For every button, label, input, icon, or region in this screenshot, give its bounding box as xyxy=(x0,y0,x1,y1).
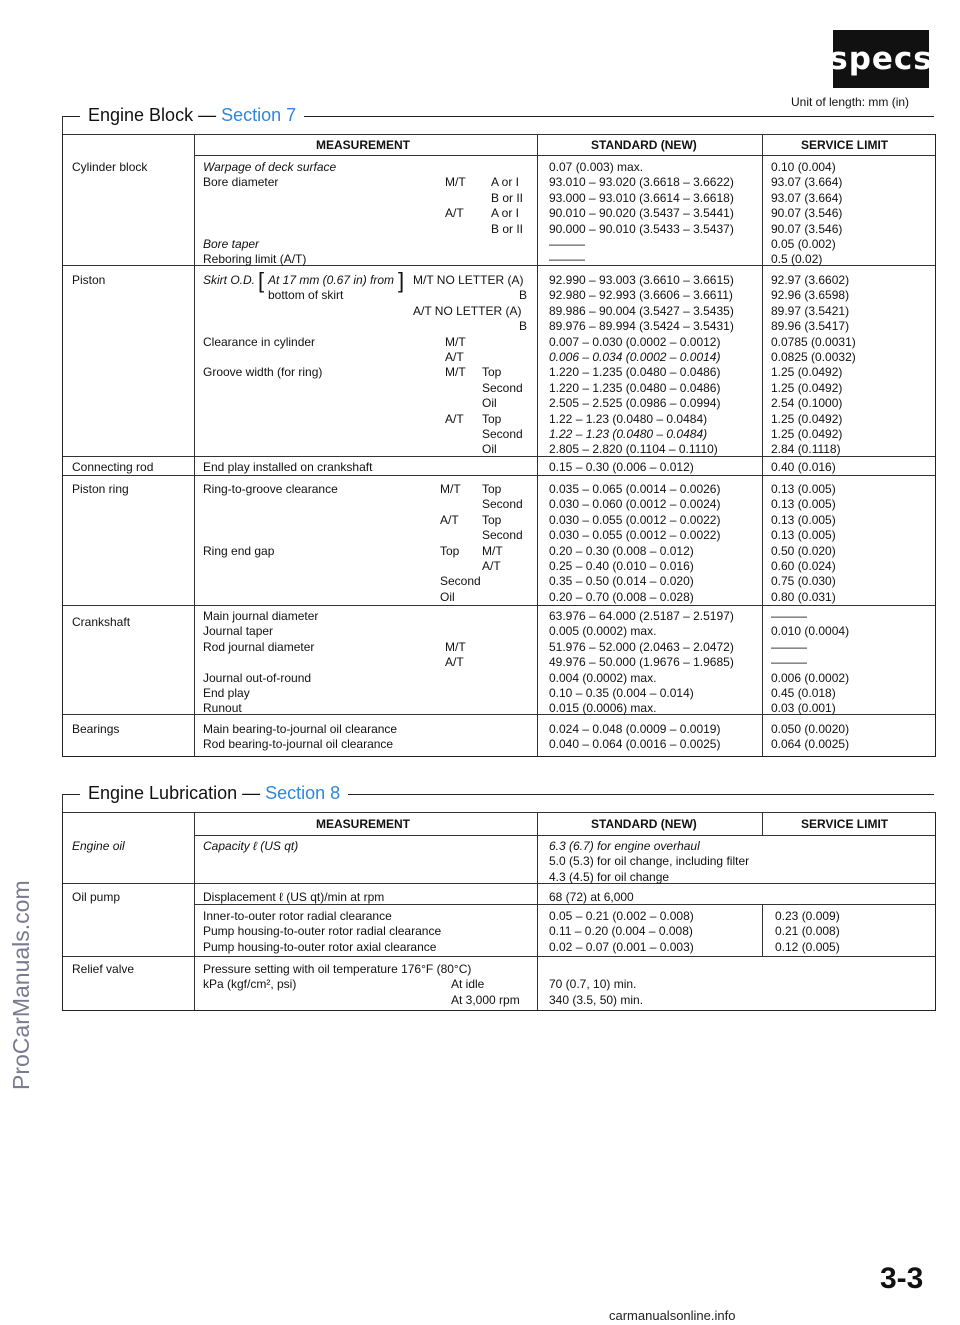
cb-std-1: 93.010 – 93.020 (3.6618 – 3.6622) xyxy=(549,175,734,190)
eo-std-2: 4.3 (4.5) for oil change xyxy=(549,869,670,884)
cb-sub-1: A or I xyxy=(491,175,520,190)
eo-std-1: 5.0 (5.3) for oil change, including filter xyxy=(549,854,750,869)
pi-std-3: 89.976 – 89.994 (3.5424 – 3.5431) xyxy=(549,319,734,334)
eo-std-0: 6.3 (6.7) for engine overhaul xyxy=(549,839,700,853)
section2-left-border-stub xyxy=(62,794,63,812)
s2-row-divider-relief xyxy=(63,956,935,957)
pi-svc-5: 0.0825 (0.0032) xyxy=(771,350,856,364)
pr-std-5: 0.25 – 0.40 (0.010 – 0.016) xyxy=(549,559,694,573)
pr-std-3: 0.030 – 0.055 (0.0012 – 0.0022) xyxy=(549,528,721,543)
pr-std-4: 0.20 – 0.30 (0.008 – 0.012) xyxy=(549,543,694,558)
ck-svc-6: 0.03 (0.001) xyxy=(771,701,836,716)
section1-title xyxy=(80,105,304,126)
cb-svc-3: 90.07 (3.546) xyxy=(771,206,843,221)
pi-svc-11: 2.84 (0.1118) xyxy=(771,442,841,457)
cb-std-2: 93.000 – 93.010 (3.6614 – 3.6618) xyxy=(549,190,734,205)
s2-row-divider-pump xyxy=(63,883,935,884)
pi-mid-1: B xyxy=(519,288,528,303)
rv-meas-0: Pressure setting with oil temperature 176°F (80°C) xyxy=(203,962,472,976)
skirt-bracket-left: [ xyxy=(258,268,265,293)
ck-meas-1: Journal taper xyxy=(203,624,274,639)
ck-meas-5: End play xyxy=(203,686,250,700)
section2-title-text: Engine Lubrication — xyxy=(88,783,266,803)
pi-svc-8: 2.54 (0.1000) xyxy=(771,396,843,411)
pi-std-10: 1.22 – 1.23 (0.0480 – 0.0484) xyxy=(549,427,708,441)
pi-svc-0: 92.97 (3.6602) xyxy=(771,273,850,287)
op-std-0: 0.05 – 0.21 (0.002 – 0.008) xyxy=(549,909,694,923)
ck-mid-2: M/T xyxy=(445,639,466,654)
cb-std-3: 90.010 – 90.020 (3.5437 – 3.5441) xyxy=(549,206,734,221)
pr-sub-1: Second xyxy=(482,497,523,512)
rv-std-1: 340 (3.5, 50) min. xyxy=(549,992,644,1007)
pr-svc-1: 0.13 (0.005) xyxy=(771,497,836,512)
col-divider-1 xyxy=(194,134,195,756)
pi-meas-4: Clearance in cylinder xyxy=(203,334,316,349)
piston-skirt-top: At 17 mm (0.67 in) from xyxy=(268,273,395,287)
pi-std-11: 2.805 – 2.820 (0.1104 – 0.1110) xyxy=(549,442,718,457)
pi-svc-10: 1.25 (0.0492) xyxy=(771,427,843,441)
pr-svc-7: 0.80 (0.031) xyxy=(771,589,836,604)
header-service: SERVICE LIMIT xyxy=(801,138,889,152)
ck-meas-4: Journal out-of-round xyxy=(203,670,312,685)
pr-sub-3: Second xyxy=(482,528,523,543)
s2-header-bottom-rule xyxy=(194,835,935,836)
ck-std-4: 0.004 (0.0002) max. xyxy=(549,670,657,685)
op-meas-1: Pump housing-to-outer rotor radial clearance xyxy=(203,924,442,939)
pr-meas-0: Ring-to-groove clearance xyxy=(203,482,338,496)
pi-svc-3: 89.96 (3.5417) xyxy=(771,319,850,334)
pr-std-2: 0.030 – 0.055 (0.0012 – 0.0022) xyxy=(549,512,721,527)
op-svc-1: 0.21 (0.008) xyxy=(775,924,840,939)
ck-meas-2: Rod journal diameter xyxy=(203,639,315,654)
br-std-0: 0.024 – 0.048 (0.0009 – 0.0019) xyxy=(549,722,721,736)
pr-svc-0: 0.13 (0.005) xyxy=(771,482,836,496)
piston-skirt-bottom: bottom of skirt xyxy=(268,288,344,303)
ck-svc-4: 0.006 (0.0002) xyxy=(771,670,850,685)
pi-std-0: 92.990 – 93.003 (3.6610 – 3.6615) xyxy=(549,273,734,287)
cb-mid-1: M/T xyxy=(445,175,466,190)
section2-link[interactable]: Section 8 xyxy=(265,783,341,803)
pi-std-6: 1.220 – 1.235 (0.0480 – 0.0486) xyxy=(549,365,721,380)
pi-sub-6: Top xyxy=(482,365,502,380)
pr-mid-0: M/T xyxy=(440,482,461,496)
cr-svc-0: 0.40 (0.016) xyxy=(771,460,836,474)
ck-meas-0: Main journal diameter xyxy=(203,609,319,623)
section2-title xyxy=(80,783,348,804)
header-measurement: MEASUREMENT xyxy=(316,138,411,152)
rv-meas-1: kPa (kgf/cm², psi) xyxy=(203,977,297,992)
pi-svc-6: 1.25 (0.0492) xyxy=(771,365,843,380)
cb-sub-2: B or II xyxy=(491,190,524,205)
pi-std-2: 89.986 – 90.004 (3.5427 – 3.5435) xyxy=(549,303,734,318)
page-number: 3-3 xyxy=(880,1262,924,1295)
br-std-1: 0.040 – 0.064 (0.0016 – 0.0025) xyxy=(549,737,721,752)
pi-std-8: 2.505 – 2.525 (0.0986 – 0.0994) xyxy=(549,396,721,411)
pi-mid-6: M/T xyxy=(445,365,466,380)
pi-mid-3: B xyxy=(519,319,528,334)
pi-mid-4: M/T xyxy=(445,334,466,349)
pr-svc-6: 0.75 (0.030) xyxy=(771,574,836,589)
ck-std-6: 0.015 (0.0006) max. xyxy=(549,701,657,716)
op-meas-0: Inner-to-outer rotor radial clearance xyxy=(203,909,392,923)
label-piston-ring: Piston ring xyxy=(72,482,129,496)
specs-badge: specs xyxy=(833,30,929,88)
ck-svc-5: 0.45 (0.018) xyxy=(771,686,836,700)
pi-mid-5: A/T xyxy=(445,350,464,364)
cb-svc-0: 0.10 (0.004) xyxy=(771,160,836,174)
s2-header-measurement: MEASUREMENT xyxy=(316,817,411,831)
cb-std-5: ——— xyxy=(549,237,585,251)
cb-std-4: 90.000 – 90.010 (3.5433 – 3.5437) xyxy=(549,221,734,236)
cb-mid-3: A/T xyxy=(445,206,464,221)
ck-std-1: 0.005 (0.0002) max. xyxy=(549,624,657,639)
s2-col-divider-1 xyxy=(194,812,195,1010)
br-svc-1: 0.064 (0.0025) xyxy=(771,737,850,752)
footer-site[interactable]: carmanualsonline.info xyxy=(609,1308,736,1323)
op-meas-2: Pump housing-to-outer rotor axial clearance xyxy=(203,939,437,954)
pi-svc-1: 92.96 (3.6598) xyxy=(771,288,850,303)
rv-std-0: 70 (0.7, 10) min. xyxy=(549,977,637,992)
label-engine-oil: Engine oil xyxy=(72,839,125,853)
pi-sub-10: Second xyxy=(482,427,523,441)
s2-col-divider-3b xyxy=(762,904,763,956)
s2-col-divider-3a xyxy=(762,812,763,835)
op-svc-2: 0.12 (0.005) xyxy=(775,939,840,954)
cb-meas-6: Reboring limit (A/T) xyxy=(203,252,307,267)
pi-svc-4: 0.0785 (0.0031) xyxy=(771,334,856,349)
eo-meas-0: Capacity ℓ (US qt) xyxy=(203,839,299,853)
s2-header-standard: STANDARD (NEW) xyxy=(591,817,697,831)
pi-mid-2: A/T NO LETTER (A) xyxy=(413,303,522,318)
label-connecting-rod: Connecting rod xyxy=(72,460,154,474)
br-meas-1: Rod bearing-to-journal oil clearance xyxy=(203,737,394,752)
cb-svc-6: 0.5 (0.02) xyxy=(771,252,823,267)
unit-note: Unit of length: mm (in) xyxy=(791,95,910,109)
label-relief-valve: Relief valve xyxy=(72,962,135,976)
watermark: ProCarManuals.com xyxy=(8,880,34,1090)
pr-sub-4: M/T xyxy=(482,543,503,558)
ck-svc-1: 0.010 (0.0004) xyxy=(771,624,850,639)
pr-svc-5: 0.60 (0.024) xyxy=(771,559,836,573)
pi-sub-9: Top xyxy=(482,411,502,426)
cb-meas-1: Bore diameter xyxy=(203,175,279,190)
pi-std-4: 0.007 – 0.030 (0.0002 – 0.0012) xyxy=(549,334,721,349)
ck-std-3: 49.976 – 50.000 (1.9676 – 1.9685) xyxy=(549,655,734,670)
pi-std-9: 1.22 – 1.23 (0.0480 – 0.0484) xyxy=(549,411,708,426)
skirt-bracket-right: ] xyxy=(398,268,405,293)
pr-mid-2: A/T xyxy=(440,512,459,527)
label-bearings: Bearings xyxy=(72,722,120,736)
header-bottom-rule xyxy=(194,155,935,156)
br-svc-0: 0.050 (0.0020) xyxy=(771,722,850,736)
col-divider-2 xyxy=(537,134,538,756)
rv-mid-0: At idle xyxy=(451,977,485,992)
op-displacement: Displacement ℓ (US qt)/min at rpm xyxy=(203,890,385,904)
op-std-1: 0.11 – 0.20 (0.004 – 0.008) xyxy=(549,924,693,939)
pi-mid-0: M/T NO LETTER (A) xyxy=(413,273,524,287)
cb-svc-2: 93.07 (3.664) xyxy=(771,190,843,205)
ck-svc-0: ——— xyxy=(771,609,807,623)
ck-std-5: 0.10 – 0.35 (0.004 – 0.014) xyxy=(549,686,694,700)
ck-svc-2: ——— xyxy=(771,639,807,654)
cr-std-0: 0.15 – 0.30 (0.006 – 0.012) xyxy=(549,460,694,474)
pi-std-5: 0.006 – 0.034 (0.0002 – 0.0014) xyxy=(549,350,721,364)
section1-left-border-stub xyxy=(62,116,63,134)
pi-svc-2: 89.97 (3.5421) xyxy=(771,303,850,318)
label-crankshaft: Crankshaft xyxy=(72,615,131,629)
pr-mid-6: Second xyxy=(440,574,481,589)
cb-svc-4: 90.07 (3.546) xyxy=(771,221,843,236)
op-svc-0: 0.23 (0.009) xyxy=(775,909,840,923)
s2-header-service: SERVICE LIMIT xyxy=(801,817,889,831)
ck-std-2: 51.976 – 52.000 (2.0463 – 2.0472) xyxy=(549,639,734,654)
pi-svc-7: 1.25 (0.0492) xyxy=(771,380,843,395)
rv-mid-1: At 3,000 rpm xyxy=(451,992,520,1007)
pi-sub-7: Second xyxy=(482,380,523,395)
label-cylinder-block: Cylinder block xyxy=(72,160,148,174)
cb-meas-5: Bore taper xyxy=(203,237,260,251)
pi-std-1: 92.980 – 92.993 (3.6606 – 3.6611) xyxy=(549,288,733,303)
cb-sub-3: A or I xyxy=(491,206,520,221)
ck-mid-3: A/T xyxy=(445,655,464,670)
pr-svc-4: 0.50 (0.020) xyxy=(771,543,836,558)
cb-std-0: 0.07 (0.003) max. xyxy=(549,160,644,174)
section1-link[interactable]: Section 7 xyxy=(221,105,297,125)
ck-meas-6: Runout xyxy=(203,701,242,716)
cb-meas-0: Warpage of deck surface xyxy=(203,160,337,174)
col-divider-3 xyxy=(762,134,763,756)
br-meas-0: Main bearing-to-journal oil clearance xyxy=(203,722,398,736)
cb-svc-5: 0.05 (0.002) xyxy=(771,237,836,251)
cb-svc-1: 93.07 (3.664) xyxy=(771,175,843,190)
pi-sub-8: Oil xyxy=(482,396,497,411)
piston-skirt-label: Skirt O.D. xyxy=(203,273,256,287)
ck-std-0: 63.976 – 64.000 (2.5187 – 2.5197) xyxy=(549,609,734,623)
pr-meas-4: Ring end gap xyxy=(203,543,275,558)
pi-meas-6: Groove width (for ring) xyxy=(203,365,323,380)
cr-meas-0: End play installed on crankshaft xyxy=(203,460,373,474)
header-standard: STANDARD (NEW) xyxy=(591,138,697,152)
pr-std-1: 0.030 – 0.060 (0.0012 – 0.0024) xyxy=(549,497,721,512)
pi-sub-11: Oil xyxy=(482,442,497,457)
pr-sub-0: Top xyxy=(482,482,502,496)
op-std-2: 0.02 – 0.07 (0.001 – 0.003) xyxy=(549,939,694,954)
pr-std-0: 0.035 – 0.065 (0.0014 – 0.0026) xyxy=(549,482,721,496)
pi-mid-9: A/T xyxy=(445,411,464,426)
cb-sub-4: B or II xyxy=(491,221,524,236)
pr-mid-4: Top xyxy=(440,543,460,558)
pr-sub-2: Top xyxy=(482,512,502,527)
label-piston: Piston xyxy=(72,273,106,287)
cb-std-6: ——— xyxy=(549,252,585,267)
pr-sub-5: A/T xyxy=(482,559,501,573)
pr-std-7: 0.20 – 0.70 (0.008 – 0.028) xyxy=(549,589,694,604)
pr-mid-7: Oil xyxy=(440,589,455,604)
op-displacement-std: 68 (72) at 6,000 xyxy=(549,890,634,904)
label-oil-pump: Oil pump xyxy=(72,890,121,904)
s2-col-divider-2 xyxy=(537,812,538,1010)
pi-std-7: 1.220 – 1.235 (0.0480 – 0.0486) xyxy=(549,380,721,395)
pr-svc-3: 0.13 (0.005) xyxy=(771,528,836,543)
pi-svc-9: 1.25 (0.0492) xyxy=(771,411,843,426)
pr-std-6: 0.35 – 0.50 (0.014 – 0.020) xyxy=(549,574,694,589)
pr-svc-2: 0.13 (0.005) xyxy=(771,512,836,527)
ck-svc-3: ——— xyxy=(771,655,807,670)
section1-title-text: Engine Block — xyxy=(88,105,222,125)
